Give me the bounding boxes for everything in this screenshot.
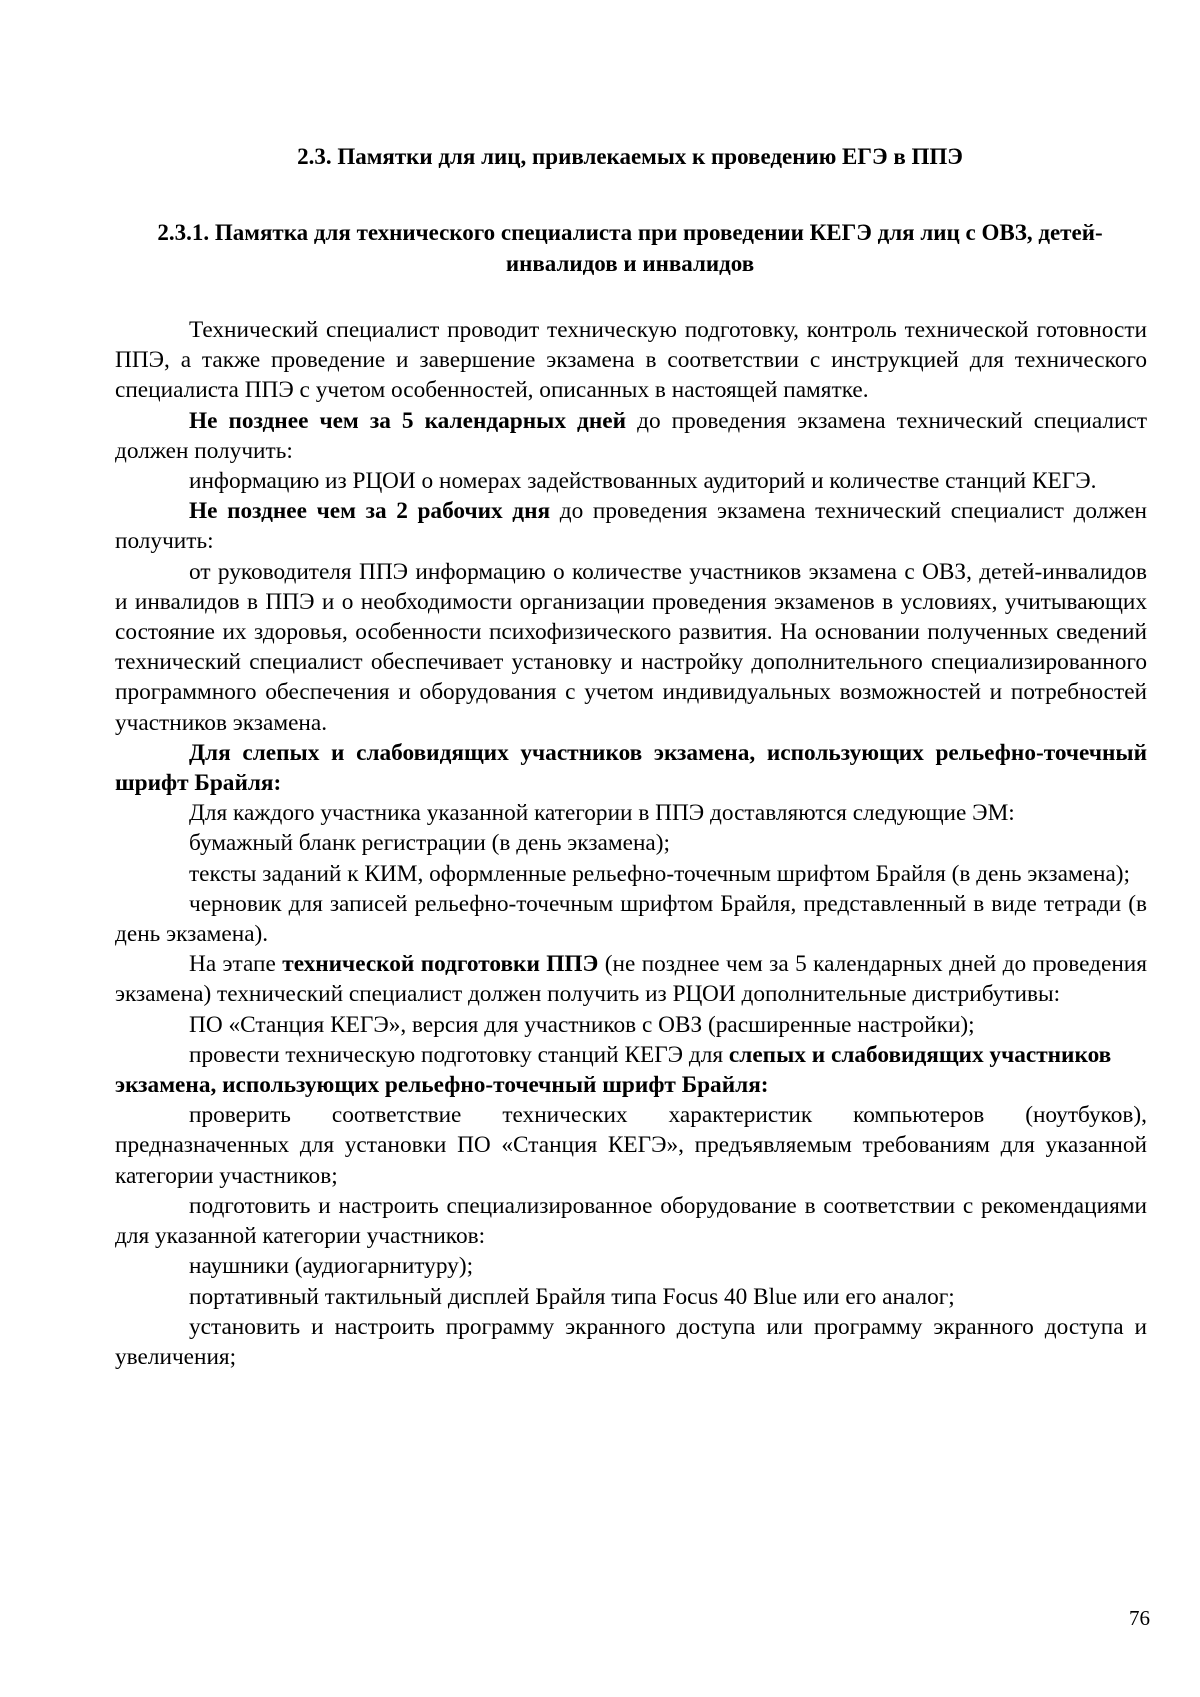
paragraph-text: бумажный бланк регистрации (в день экзамена); [189,830,670,857]
paragraph [115,859,1147,889]
paragraph-text: Технический специалист проводит техническую подготовку, контроль технической готовности ППЭ, а также проведение и завершение экзамена в соответствии с инструкцией для технического специалиста ППЭ с учетом особенностей, описанных в настоящей памятке. [115,317,1147,404]
paragraph [115,496,1147,556]
paragraph [115,1282,1147,1312]
paragraph-text: установить и настроить программу экранного доступа или программу экранного доступа и увеличения; [115,1313,1147,1370]
document-body [115,315,1147,1372]
paragraph [115,798,1147,828]
paragraph-bold-phrase: слепых и слабовидящих участников экзамена, использующих рельефно-точечный шрифт Брайля: [115,1041,1112,1099]
paragraph-text: проверить соответствие технических характеристик компьютеров (ноутбуков), предназначенных для установки ПО «Станция КЕГЭ», предъявляемым требованиям для указанной категории участников; [115,1102,1147,1189]
paragraph-bold-heading: Для слепых и слабовидящих участников экзамена, использующих рельефно-точечный шрифт Брайля: [115,739,1147,797]
paragraph-bold-phrase: технической подготовки ППЭ [282,951,599,978]
paragraph [115,315,1147,406]
paragraph-text: ПО «Станция КЕГЭ», версия для участников с ОВЗ (расширенные настройки); [189,1011,975,1038]
page-number: 76 [1129,1606,1150,1630]
paragraph-text: до проведения экзамена технический специалист должен получить: [115,407,1148,464]
paragraph-bold-lead: Не позднее чем за 5 календарных дней [189,407,627,434]
paragraph-text: черновик для записей рельефно-точечным шрифтом Брайля, представленный в виде тетради (в день экзамена). [115,890,1147,948]
paragraph-text: информацию из РЦОИ о номерах задействованных аудиторий и количестве станций КЕГЭ. [189,468,1097,495]
paragraph [115,738,1147,798]
paragraph-text: провести техническую подготовку станций КЕГЭ для [189,1041,729,1068]
paragraph [115,406,1147,466]
paragraph-text: от руководителя ППЭ информацию о количестве участников экзамена с ОВЗ, детей-инвалидов и инвалидов в ППЭ и о необходимости организации проведения экзаменов в условиях, учитывающих состояние их здоровья, особенности психофизического развития. На основании полученных сведений технический специалист обеспечивает установку и настройку дополнительного специализированного программного обеспечения и оборудования с учетом индивидуальных возможностей и потребностей участников экзамена. [115,558,1147,736]
paragraph [115,1251,1147,1281]
paragraph [115,1191,1147,1251]
subsection-title: 2.3.1. Памятка для технического специалиста при проведении КЕГЭ для лиц с ОВЗ, детей-инвалидов и инвалидов [157,220,1103,276]
paragraph [115,1010,1147,1040]
paragraph [115,1312,1147,1372]
paragraph [115,1040,1147,1100]
paragraph [115,828,1147,858]
paragraph-text: подготовить и настроить специализированное оборудование в соответствии с рекомендациями для указанной категории участников: [115,1192,1147,1250]
paragraph-text: Для каждого участника указанной категории в ППЭ доставляются следующие ЭМ: [189,800,1015,827]
paragraph-text: тексты заданий к КИМ, оформленные рельефно-точечным шрифтом Брайля (в день экзамена); [189,860,1131,887]
paragraph-bold-lead: Не позднее чем за 2 рабочих дня [189,498,551,525]
paragraph-text: (не позднее чем за 5 календарных дней до проведения экзамена) технический специалист должен получить из РЦОИ дополнительные дистрибутивы: [115,951,1147,1008]
paragraph-text: наушники (аудиогарнитуру); [189,1253,474,1280]
paragraph-text: до проведения экзамена технический специалист должен получить: [115,498,1147,555]
paragraph [115,466,1147,496]
paragraph [115,557,1147,738]
paragraph [115,889,1147,949]
section-title: 2.3. Памятки для лиц, привлекаемых к проведению ЕГЭ в ППЭ [297,144,963,169]
paragraph-text: портативный тактильный дисплей Брайля типа Focus 40 Blue или его аналог; [189,1283,955,1310]
paragraph [115,1100,1147,1191]
paragraph [115,949,1147,1009]
paragraph-text: На этапе [189,951,283,978]
